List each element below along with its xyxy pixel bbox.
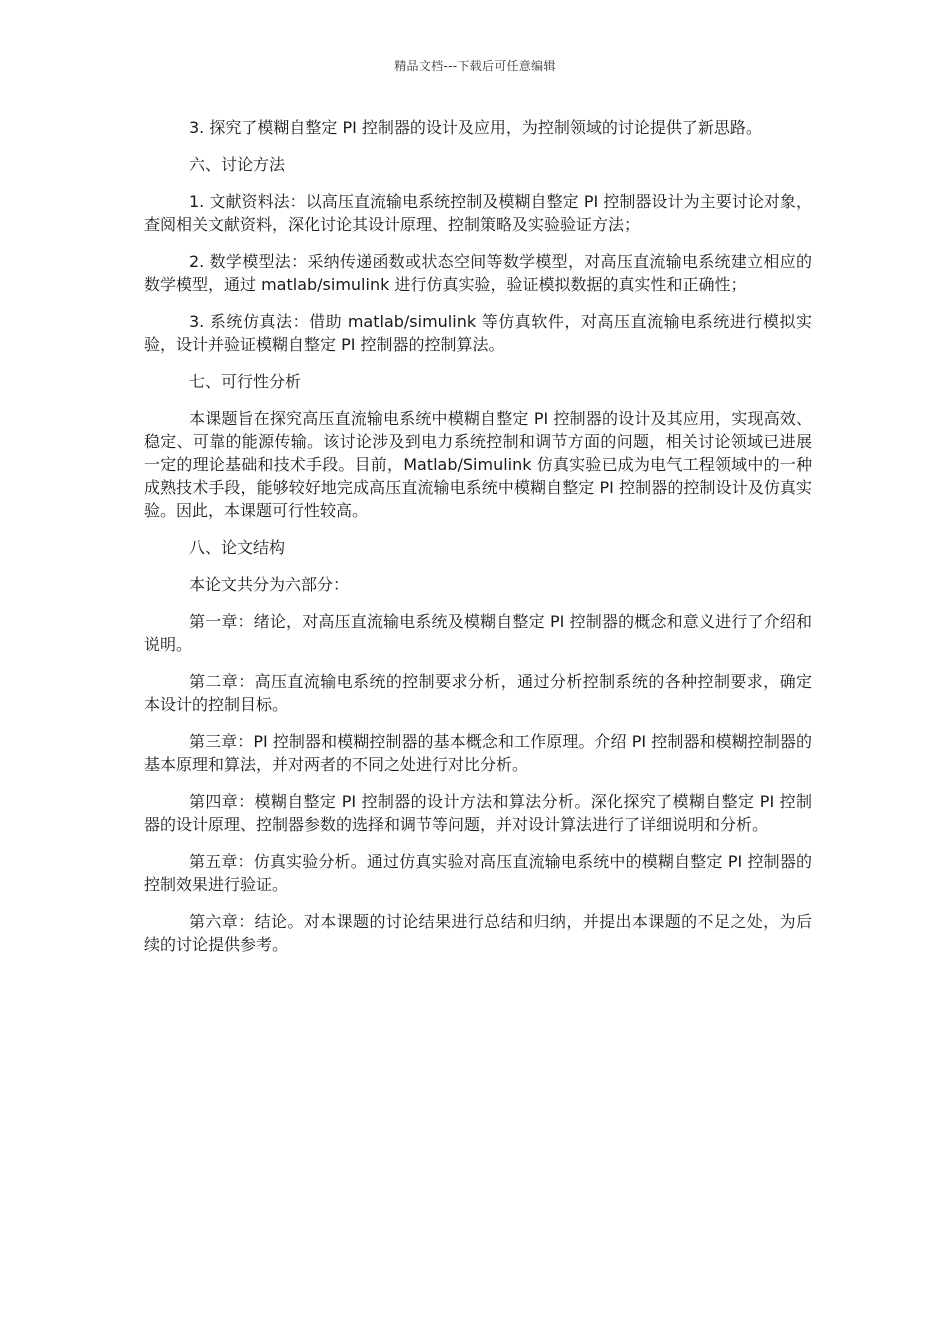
paragraph-chapter-5: 第五章：仿真实验分析。通过仿真实验对高压直流输电系统中的模糊自整定 PI 控制器的控制效果进行验证。 bbox=[144, 852, 812, 894]
paragraph-feasibility: 本课题旨在探究高压直流输电系统中模糊自整定 PI 控制器的设计及其应用，实现高效、稳定、可靠的能源传输。该讨论涉及到电力系统控制和调节方面的问题，相关讨论领域已进展一定的理论基础和技术手段。目前，Matlab/Simulink 仿真实验已成为电气工程领域中的一种成熟技术手段，能够较好地完成高压直流输电系统中模糊自整定 PI 控制器的控制设计及仿真实验。因此，本课题可行性较高。 bbox=[144, 409, 812, 520]
paragraph-chapter-1: 第一章：绪论，对高压直流输电系统及模糊自整定 PI 控制器的概念和意义进行了介绍和说明。 bbox=[144, 612, 812, 654]
paragraph-method-simulation: 3. 系统仿真法：借助 matlab/simulink 等仿真软件，对高压直流输电系统进行模拟实验，设计并验证模糊自整定 PI 控制器的控制算法。 bbox=[144, 312, 812, 354]
paragraph-method-math-model: 2. 数学模型法：采纳传递函数或状态空间等数学模型，对高压直流输电系统建立相应的数学模型，通过 matlab/simulink 进行仿真实验，验证模拟数据的真实性和正确性； bbox=[144, 252, 812, 294]
paragraph-chapter-3: 第三章：PI 控制器和模糊控制器的基本概念和工作原理。介绍 PI 控制器和模糊控制器的基本原理和算法，并对两者的不同之处进行对比分析。 bbox=[144, 732, 812, 774]
section-heading-structure: 八、论文结构 bbox=[189, 538, 286, 557]
document-body bbox=[144, 116, 812, 970]
section-heading-research-methods: 六、讨论方法 bbox=[189, 155, 286, 174]
paragraph-chapter-6: 第六章：结论。对本课题的讨论结果进行总结和归纳，并提出本课题的不足之处，为后续的讨论提供参考。 bbox=[144, 912, 812, 954]
paragraph-chapter-4: 第四章：模糊自整定 PI 控制器的设计方法和算法分析。深化探究了模糊自整定 PI 控制器的设计原理、控制器参数的选择和调节等问题，并对设计算法进行了详细说明和分析。 bbox=[144, 792, 812, 834]
section-heading-feasibility: 七、可行性分析 bbox=[189, 372, 302, 391]
page-header: 精品文档---下载后可任意编辑 bbox=[394, 59, 556, 73]
paragraph-method-literature: 1. 文献资料法：以高压直流输电系统控制及模糊自整定 PI 控制器设计为主要讨论对象，查阅相关文献资料，深化讨论其设计原理、控制策略及实验验证方法； bbox=[144, 192, 812, 234]
paragraph-structure-intro: 本论文共分为六部分： bbox=[189, 575, 350, 594]
paragraph-chapter-2: 第二章：高压直流输电系统的控制要求分析，通过分析控制系统的各种控制要求，确定本设计的控制目标。 bbox=[144, 672, 812, 714]
paragraph-innovation-3: 3. 探究了模糊自整定 PI 控制器的设计及应用，为控制领域的讨论提供了新思路。 bbox=[189, 118, 762, 137]
